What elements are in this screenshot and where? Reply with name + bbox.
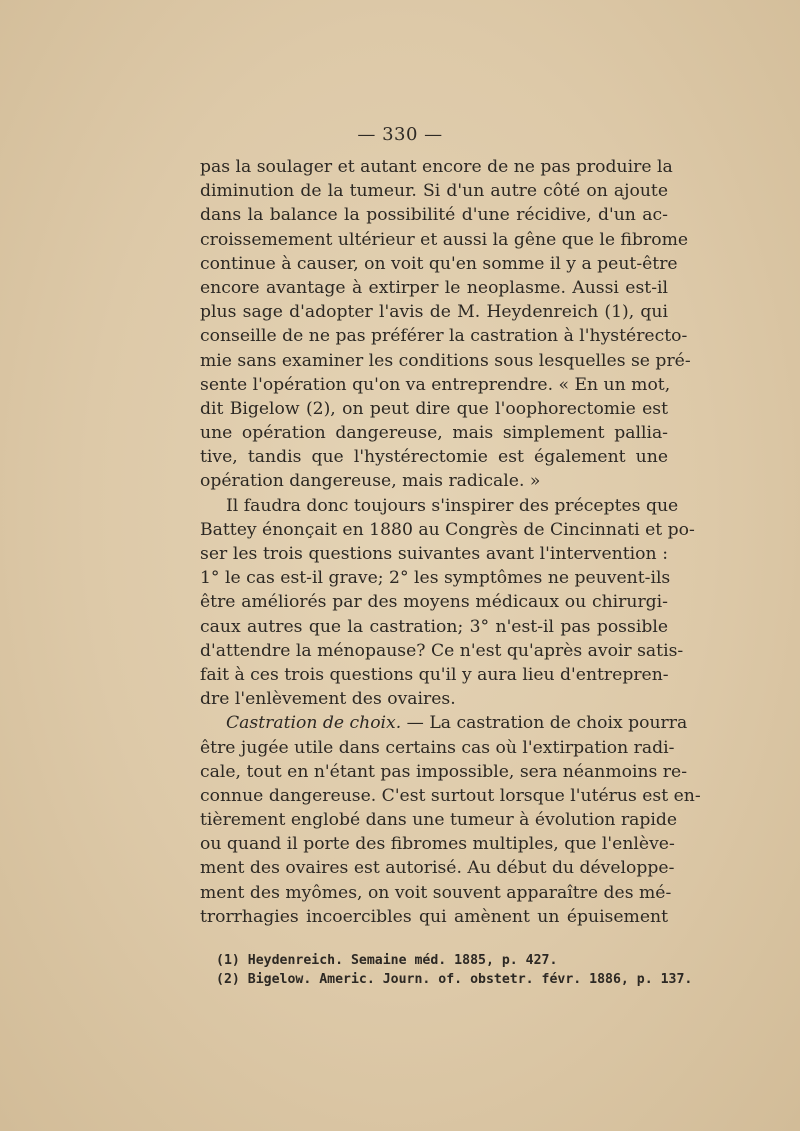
text-line: mie sans examiner les conditions sous lesquelles se pré- <box>200 350 691 371</box>
text-line: ser les trois questions suivantes avant l'intervention : <box>200 544 668 564</box>
text-line: caux autres que la castration; 3° n'est-il pas possible <box>200 616 668 637</box>
text-line: conseille de ne pas préférer la castration à l'hystérecto- <box>200 326 688 347</box>
paragraph-3 <box>200 711 701 929</box>
text-line: sente l'opération qu'on va entreprendre. « En un mot, <box>200 374 671 395</box>
text-line: opération dangereuse, mais radicale. » <box>200 471 541 492</box>
footnote-1: (1) Heydenreich. Semaine méd. 1885, p. 427. <box>216 953 558 968</box>
text-line: cale, tout en n'étant pas impossible, sera néanmoins re- <box>200 761 688 782</box>
text-line: connue dangereuse. C'est surtout lorsque l'utérus est en- <box>200 785 701 806</box>
body-text <box>200 155 701 929</box>
text-line <box>200 711 688 735</box>
text-line: être jugée utile dans certains cas où l'extirpation radi- <box>200 737 675 758</box>
paragraph-1 <box>200 155 691 494</box>
paragraph-2 <box>200 494 695 712</box>
text-line: pas la soulager et autant encore de ne pas produire la <box>200 157 673 177</box>
text-line: dit Bigelow (2), on peut dire que l'oophorectomie est <box>200 398 668 419</box>
footnote-2: (2) Bigelow. Americ. Journ. of. obstetr. févr. 1886, p. 137. <box>216 972 693 987</box>
text-line: dans la balance la possibilité d'une récidive, d'un ac- <box>200 205 668 226</box>
text-line: être améliorés par des moyens médicaux ou chirurgi- <box>200 592 668 613</box>
footnotes <box>216 951 693 989</box>
text-line: fait à ces trois questions qu'il y aura lieu d'entrepren- <box>200 664 669 685</box>
text-line: continue à causer, on voit qu'en somme il y a peut-être <box>200 253 678 274</box>
text-line: ment des myômes, on voit souvent apparaître des mé- <box>200 882 672 903</box>
section-heading: Castration de choix. <box>226 713 402 734</box>
text-line: trorrhagies incoercibles qui amènent un épuisement <box>200 906 668 927</box>
text-line: tive, tandis que l'hystérectomie est également une <box>200 447 668 468</box>
text-line: ou quand il porte des fibromes multiples, que l'enlève- <box>200 834 675 855</box>
text-line: encore avantage à extirper le neoplasme. Aussi est-il <box>200 277 668 298</box>
text-line: d'attendre la ménopause? Ce n'est qu'après avoir satis- <box>200 640 684 661</box>
text-line: Il faudra donc toujours s'inspirer des préceptes que <box>226 495 679 516</box>
text-line: une opération dangereuse, mais simplement pallia- <box>200 423 668 444</box>
text-fragment: — La castration de choix pourra <box>401 713 688 734</box>
text-line: tièrement englobé dans une tumeur à évolution rapide <box>200 810 678 831</box>
text-line: croissemement ultérieur et aussi la gêne que le fibrome <box>200 229 689 250</box>
text-line: dre l'enlèvement des ovaires. <box>200 689 456 710</box>
text-line: Battey énonçait en 1880 au Congrès de Cincinnati et po- <box>200 519 695 540</box>
text-line: 1° le cas est-il grave; 2° les symptômes ne peuvent-ils <box>200 568 671 589</box>
text-line: ment des ovaires est autorisé. Au début du développe- <box>200 858 675 879</box>
text-line: plus sage d'adopter l'avis de M. Heydenreich (1), qui <box>200 302 668 323</box>
text-line: diminution de la tumeur. Si d'un autre côté on ajoute <box>200 181 668 202</box>
page-number: — 330 — <box>357 124 443 145</box>
